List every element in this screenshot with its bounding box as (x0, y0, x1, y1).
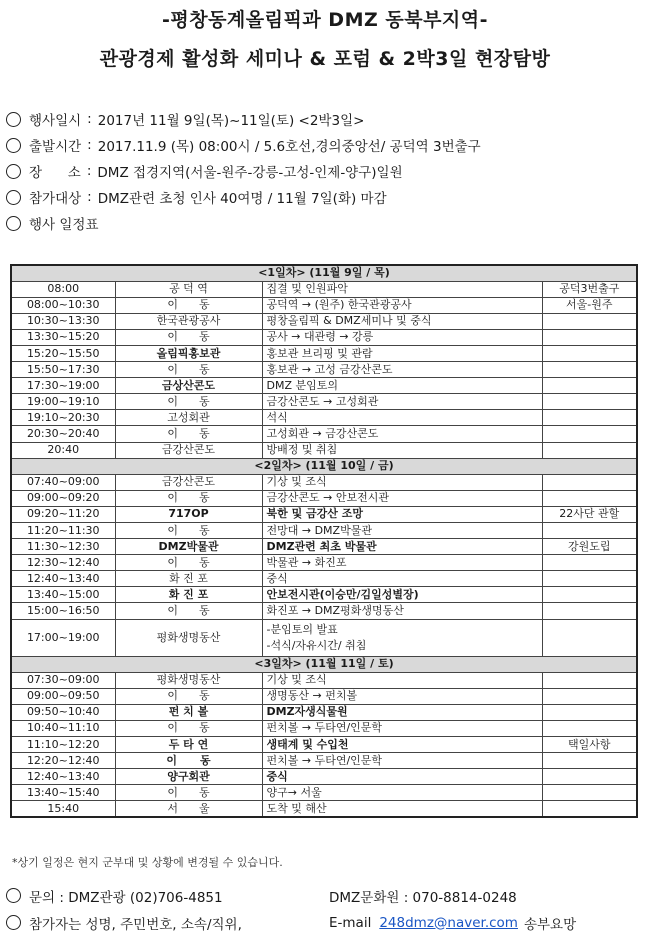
cell-note (542, 362, 637, 378)
cell-place: 이 동 (115, 394, 262, 410)
contact-requirements: 참가자는 성명, 주민번호, 소속/직위, (29, 916, 242, 933)
table-row (11, 506, 637, 522)
info-label: 장 소 (29, 165, 81, 181)
cell-place: 금강산콘도 (115, 442, 262, 458)
cell-content: 펀치볼 → 두타연/인문학 (262, 720, 542, 736)
cell-time: 20:40 (11, 442, 115, 458)
cell-note: 22사단 관할 (542, 506, 637, 522)
cell-note: 강원도립 (542, 539, 637, 555)
cell-place: 두 타 연 (115, 737, 262, 753)
cell-content: 금강산콘도 → 안보전시관 (262, 490, 542, 506)
cell-note (542, 587, 637, 603)
cell-time: 19:10~20:30 (11, 410, 115, 426)
cell-place: 화 진 포 (115, 587, 262, 603)
cell-content: 공사 → 대관령 → 강릉 (262, 329, 542, 345)
cell-time: 09:50~10:40 (11, 704, 115, 720)
day-header-row (11, 265, 637, 281)
table-row (11, 394, 637, 410)
schedule-table (10, 264, 638, 818)
table-row (11, 785, 637, 801)
cell-content: 북한 및 금강산 조망 (262, 506, 542, 522)
cell-content: 화진포 → DMZ평화생명동산 (262, 603, 542, 619)
cell-content: 전망대 → DMZ박물관 (262, 523, 542, 539)
email-label: E-mail (329, 914, 372, 931)
cell-content: 공덕역 → (원주) 한국관광공사 (262, 297, 542, 313)
table-row (11, 555, 637, 571)
title-line-2: 관광경제 활성화 세미나 & 포럼 & 2박3일 현장탐방 (99, 48, 551, 70)
cell-time: 12:30~12:40 (11, 555, 115, 571)
cell-note (542, 571, 637, 587)
contact-line-1 (6, 882, 646, 909)
cell-time: 07:30~09:00 (11, 672, 115, 688)
cell-note (542, 603, 637, 619)
table-row (11, 801, 637, 817)
cell-content: 양구→ 서울 (262, 785, 542, 801)
day-header-row (11, 458, 637, 474)
cell-time: 15:20~15:50 (11, 345, 115, 361)
cell-time: 15:50~17:30 (11, 362, 115, 378)
cell-note (542, 426, 637, 442)
table-row (11, 297, 637, 313)
cell-time: 15:00~16:50 (11, 603, 115, 619)
bullet-circle-icon (6, 164, 21, 179)
cell-note (542, 329, 637, 345)
cell-note (542, 474, 637, 490)
day-header-row (11, 656, 637, 672)
table-row (11, 523, 637, 539)
bullet-circle-icon (6, 112, 21, 127)
info-label: 행사 일정표 (29, 217, 99, 233)
cell-place: 화 진 포 (115, 571, 262, 587)
cell-note (542, 619, 637, 656)
cell-place: 한국관광공사 (115, 313, 262, 329)
table-row (11, 362, 637, 378)
cell-content: 방배정 및 취침 (262, 442, 542, 458)
cell-place: 고성회관 (115, 410, 262, 426)
table-row (11, 704, 637, 720)
table-row (11, 753, 637, 769)
cell-note (542, 410, 637, 426)
cell-content: 안보전시관(이승만/김일성별장) (262, 587, 542, 603)
table-row (11, 769, 637, 785)
content-line: -석식/자유시간/ 취침 (266, 638, 367, 652)
cell-time: 13:40~15:40 (11, 785, 115, 801)
cell-place: 이 동 (115, 785, 262, 801)
cell-place: 평화생명동산 (115, 619, 262, 656)
info-label: 행사일시 (29, 113, 82, 129)
cell-content: DMZ관련 최초 박물관 (262, 539, 542, 555)
cell-note (542, 801, 637, 817)
table-row (11, 603, 637, 619)
table-row (11, 571, 637, 587)
cell-content: 고성회관 → 금강산콘도 (262, 426, 542, 442)
cell-place: 이 동 (115, 490, 262, 506)
info-value: 2017년 11월 9일(목)~11일(토) <2박3일> (97, 113, 365, 129)
cell-time: 19:00~19:10 (11, 394, 115, 410)
table-row (11, 539, 637, 555)
cell-content: 홍보관 → 고성 금강산콘도 (262, 362, 542, 378)
cell-time: 12:40~13:40 (11, 769, 115, 785)
contact-culture-phone: DMZ문화원 : 070-8814-0248 (329, 889, 517, 906)
document-header (0, 6, 650, 74)
cell-place: 이 동 (115, 603, 262, 619)
cell-place: 이 동 (115, 555, 262, 571)
table-row (11, 410, 637, 426)
bullet-circle-icon (6, 888, 21, 903)
table-row (11, 737, 637, 753)
cell-note (542, 442, 637, 458)
table-row (11, 672, 637, 688)
cell-note (542, 672, 637, 688)
cell-place: 올림픽홍보관 (115, 345, 262, 361)
table-row (11, 345, 637, 361)
cell-place: 이 동 (115, 688, 262, 704)
cell-place: 공 덕 역 (115, 281, 262, 297)
day-header: <2일차> (11월 10일 / 금) (11, 458, 637, 474)
table-row (11, 313, 637, 329)
cell-time: 09:20~11:20 (11, 506, 115, 522)
info-value: 2017.11.9 (목) 08:00시 / 5.6호선,경의중앙선/ 공덕역 3번출구 (97, 139, 481, 155)
cell-place: 이 동 (115, 523, 262, 539)
contact-line-2 (6, 909, 646, 936)
cell-place: 717OP (115, 506, 262, 522)
cell-time: 13:40~15:00 (11, 587, 115, 603)
table-row (11, 426, 637, 442)
contact-phone: 문의 : DMZ관광 (02)706-4851 (29, 889, 223, 906)
info-target: 참가대상 : DMZ관련 초청 인사 40여명 / 11월 7일(화) 마감 (6, 184, 646, 210)
content-line: -분임토의 발표 (266, 622, 338, 636)
info-label: 출발시간 (29, 139, 82, 155)
table-row (11, 329, 637, 345)
cell-content: 기상 및 조식 (262, 672, 542, 688)
table-row (11, 490, 637, 506)
info-value: DMZ관련 초청 인사 40여명 / 11월 7일(화) 마감 (97, 191, 387, 207)
cell-content: 석식 (262, 410, 542, 426)
cell-content: 생태계 및 수입천 (262, 737, 542, 753)
cell-place: 이 동 (115, 720, 262, 736)
cell-note: 택일사항 (542, 737, 637, 753)
cell-note (542, 378, 637, 394)
cell-time: 20:30~20:40 (11, 426, 115, 442)
cell-place: 이 동 (115, 329, 262, 345)
cell-content: 집결 및 인원파악 (262, 281, 542, 297)
cell-content: 펀치볼 → 두타연/인문학 (262, 753, 542, 769)
cell-content: 금강산콘도 → 고성회관 (262, 394, 542, 410)
cell-content: 홍보관 브리핑 및 관람 (262, 345, 542, 361)
cell-content: 평창올림픽 & DMZ세미나 및 중식 (262, 313, 542, 329)
cell-time: 17:30~19:00 (11, 378, 115, 394)
cell-time: 07:40~09:00 (11, 474, 115, 490)
cell-time: 08:00 (11, 281, 115, 297)
cell-place: 이 동 (115, 426, 262, 442)
cell-time: 12:20~12:40 (11, 753, 115, 769)
cell-content: 중식 (262, 571, 542, 587)
info-date: 행사일시 : 2017년 11월 9일(목)~11일(토) <2박3일> (6, 106, 646, 132)
cell-note: 서울-원주 (542, 297, 637, 313)
cell-note (542, 345, 637, 361)
cell-place: 금강산콘도 (115, 474, 262, 490)
table-row (11, 720, 637, 736)
cell-content (262, 619, 542, 656)
table-row (11, 474, 637, 490)
cell-time: 11:30~12:30 (11, 539, 115, 555)
table-row (11, 688, 637, 704)
day-header: <3일차> (11월 11일 / 토) (11, 656, 637, 672)
cell-note (542, 313, 637, 329)
cell-note (542, 688, 637, 704)
cell-place: 펀 치 볼 (115, 704, 262, 720)
info-schedule-heading (6, 210, 646, 236)
email-suffix: 송부요망 (523, 916, 577, 933)
footnote: *상기 일정은 현지 군부대 및 상황에 변경될 수 있습니다. (12, 856, 283, 869)
cell-time: 08:00~10:30 (11, 297, 115, 313)
bullet-circle-icon (6, 915, 21, 930)
email-link[interactable]: 248dmz@naver.com (379, 914, 518, 931)
cell-place: 이 동 (115, 753, 262, 769)
cell-content: 박물관 → 화진포 (262, 555, 542, 571)
table-row (11, 378, 637, 394)
table-row (11, 619, 637, 656)
cell-time: 09:00~09:50 (11, 688, 115, 704)
cell-note (542, 523, 637, 539)
cell-note: 공덕3번출구 (542, 281, 637, 297)
cell-content: 도착 및 해산 (262, 801, 542, 817)
cell-note (542, 753, 637, 769)
day-header: <1일차> (11월 9일 / 목) (11, 265, 637, 281)
cell-time: 11:20~11:30 (11, 523, 115, 539)
cell-note (542, 785, 637, 801)
cell-content: DMZ 분임토의 (262, 378, 542, 394)
cell-time: 17:00~19:00 (11, 619, 115, 656)
cell-note (542, 769, 637, 785)
cell-place: 서 울 (115, 801, 262, 817)
table-row (11, 281, 637, 297)
cell-time: 10:40~11:10 (11, 720, 115, 736)
cell-content: 생명동산 → 펀치볼 (262, 688, 542, 704)
contact-info (6, 882, 646, 936)
event-info (6, 106, 646, 236)
bullet-circle-icon (6, 216, 21, 231)
cell-note (542, 555, 637, 571)
cell-note (542, 704, 637, 720)
cell-content: DMZ자생식물원 (262, 704, 542, 720)
table-row (11, 442, 637, 458)
info-departure: 출발시간 : 2017.11.9 (목) 08:00시 / 5.6호선,경의중앙선/ 공덕역 3번출구 (6, 132, 646, 158)
bullet-circle-icon (6, 138, 21, 153)
info-value: DMZ 접경지역(서울-원주-강릉-고성-인제-양구)일원 (97, 165, 403, 181)
cell-note (542, 394, 637, 410)
cell-note (542, 490, 637, 506)
cell-place: 이 동 (115, 362, 262, 378)
cell-note (542, 720, 637, 736)
cell-place: 이 동 (115, 297, 262, 313)
cell-place: 금상산콘도 (115, 378, 262, 394)
cell-time: 12:40~13:40 (11, 571, 115, 587)
cell-place: 양구회관 (115, 769, 262, 785)
title-line-1: -평창동계올림픽과 DMZ 동북부지역- (161, 9, 489, 31)
cell-place: 평화생명동산 (115, 672, 262, 688)
cell-place: DMZ박물관 (115, 539, 262, 555)
cell-content: 기상 및 조식 (262, 474, 542, 490)
cell-content: 중식 (262, 769, 542, 785)
cell-time: 11:10~12:20 (11, 737, 115, 753)
info-label: 참가대상 (29, 191, 82, 207)
bullet-circle-icon (6, 190, 21, 205)
cell-time: 15:40 (11, 801, 115, 817)
info-location: 장 소 : DMZ 접경지역(서울-원주-강릉-고성-인제-양구)일원 (6, 158, 646, 184)
table-row (11, 587, 637, 603)
cell-time: 10:30~13:30 (11, 313, 115, 329)
cell-time: 09:00~09:20 (11, 490, 115, 506)
cell-time: 13:30~15:20 (11, 329, 115, 345)
